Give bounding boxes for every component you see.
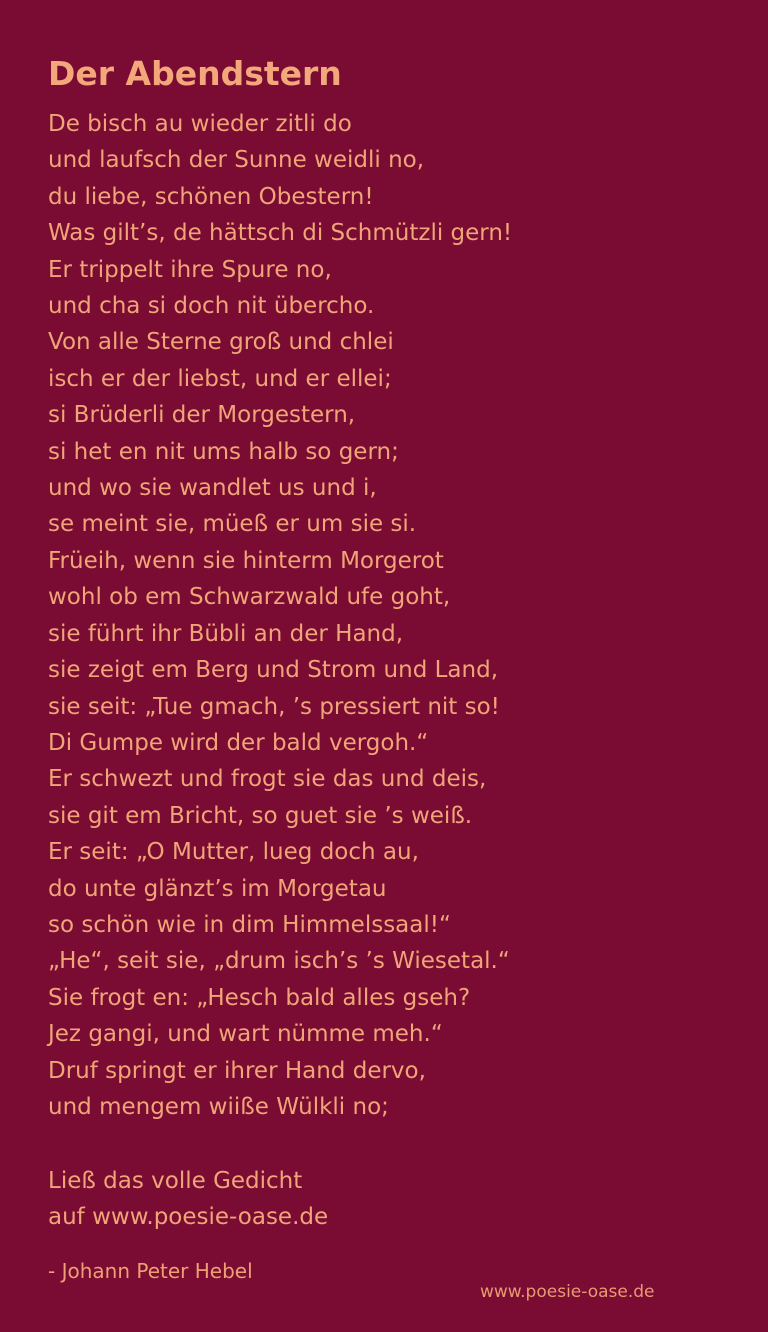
- poem-line: sie seit: „Tue gmach, ’s pressiert nit so!: [48, 693, 500, 720]
- cta-line: Ließ das volle Gedicht: [48, 1168, 303, 1194]
- read-full-poem-note: [48, 1163, 648, 1236]
- poem-line: Di Gumpe wird der bald vergoh.“: [48, 729, 429, 756]
- poem-line: si Brüderli der Morgestern,: [48, 402, 356, 429]
- poem-line: sie zeigt em Berg und Strom und Land,: [48, 657, 499, 684]
- poem-line: wohl ob em Schwarzwald ufe goht,: [48, 584, 451, 611]
- poem-line: „He“, seit sie, „drum isch’s ’s Wiesetal.“: [48, 948, 510, 975]
- poem-line: du liebe, schönen Obestern!: [48, 183, 374, 210]
- poem-line: Er schwezt und frogt sie das und deis,: [48, 766, 487, 793]
- poem-line: Jez gangi, und wart nümme meh.“: [48, 1021, 443, 1048]
- poem-line: Druf springt er ihrer Hand dervo,: [48, 1057, 426, 1084]
- poem-line: si het en nit ums halb so gern;: [48, 438, 399, 465]
- poem-line: Sie frogt en: „Hesch bald alles gseh?: [48, 984, 471, 1011]
- poem-line: De bisch au wieder zitli do: [48, 111, 352, 137]
- poem-line: Früeih, wenn sie hinterm Morgerot: [48, 547, 444, 574]
- poem-line: Er trippelt ihre Spure no,: [48, 256, 332, 283]
- poem-line: und wo sie wandlet us und i,: [48, 475, 377, 502]
- poem-line: und laufsch der Sunne weidli no,: [48, 147, 425, 174]
- poem-line: isch er der liebst, und er ellei;: [48, 365, 392, 392]
- poem-line: Er seit: „O Mutter, lueg doch au,: [48, 839, 419, 866]
- poem-line: und cha si doch nit übercho.: [48, 293, 375, 320]
- poem-line: und mengem wiiße Wülkli no;: [48, 1093, 389, 1120]
- poem-line: sie git em Bricht, so guet sie ’s weiß.: [48, 802, 473, 829]
- website-watermark: www.poesie-oase.de: [480, 1282, 655, 1302]
- poem-line: se meint sie, müeß er um sie si.: [48, 511, 417, 538]
- poem-line: do unte glänzt’s im Morgetau: [48, 875, 387, 902]
- cta-line: auf www.poesie-oase.de: [48, 1204, 329, 1231]
- poem-author: - Johann Peter Hebel: [48, 1259, 253, 1283]
- poem-body: [48, 106, 728, 1125]
- poem-line: Was gilt’s, de hättsch di Schmützli gern!: [48, 220, 513, 247]
- poem-line: so schön wie in dim Himmelssaal!“: [48, 911, 451, 938]
- poem-line: sie führt ihr Bübli an der Hand,: [48, 620, 404, 647]
- poem-title: Der Abendstern: [48, 54, 342, 93]
- poem-line: Von alle Sterne groß und chlei: [48, 329, 394, 356]
